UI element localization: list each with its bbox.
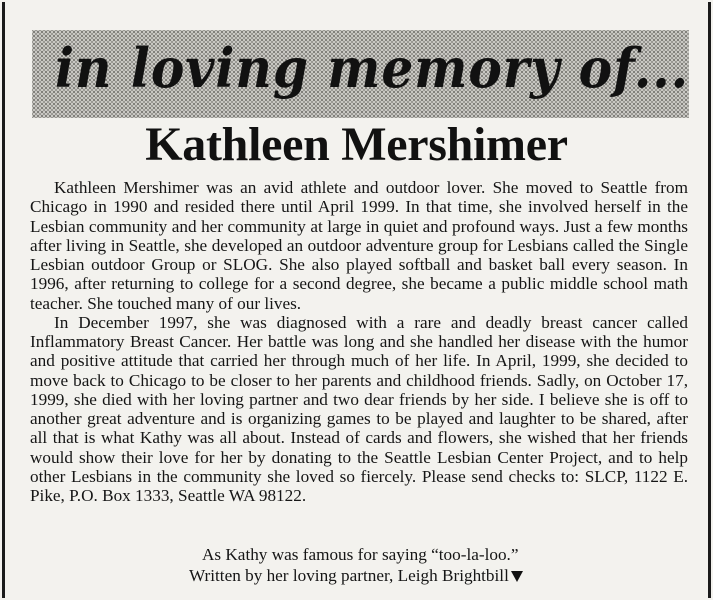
banner-title: in loving memory of... xyxy=(54,36,690,100)
quote-line: As Kathy was famous for saying “too-la-loo.” xyxy=(202,545,519,564)
left-border-rule xyxy=(2,2,5,598)
article-paragraph: Kathleen Mershimer was an avid athlete and outdoor lover. She moved to Seattle from Chicago in 1990 and resided there until April 1999. In that time, she involved herself in the Lesbian community and her community at large in quiet and profound ways. Just a few months after living in Seattle, she developed an outdoor adventure group for Lesbians called the Single Lesbian outdoor Group or SLOG. She also played softball and basket ball every season. In 1996, after returning to college for a second degree, she became a public middle school math teacher. She touched many of our lives. xyxy=(30,178,688,313)
article-body xyxy=(30,178,688,505)
end-mark-icon xyxy=(511,571,523,582)
byline-row xyxy=(189,566,523,586)
article-paragraph: In December 1997, she was diagnosed with a rare and deadly breast cancer called Inflammatory Breast Cancer. Her battle was long and she handled her disease with the humor and positive attitude that carried her through much of her life. In April, 1999, she decided to move back to Chicago to be closer to her parents and childhood friends. Sadly, on October 17, 1999, she died with her loving partner and two dear friends by her side. I believe she is off to another great adventure and is organizing games to be played and laughter to be shared, after all that is what Kathy was all about. Instead of cards and flowers, she wished that her friends would show their love for her by donating to the Seattle Lesbian Center Project, and to help other Lesbians in the community she loved so fiercely. Please send checks to: SLCP, 1122 E. Pike, P.O. Box 1333, Seattle WA 98122. xyxy=(30,312,688,505)
right-border-rule xyxy=(708,2,711,598)
headline-name: Kathleen Mershimer xyxy=(145,118,568,171)
memorial-banner xyxy=(32,30,689,118)
byline: Written by her loving partner, Leigh Brightbill xyxy=(189,566,509,585)
